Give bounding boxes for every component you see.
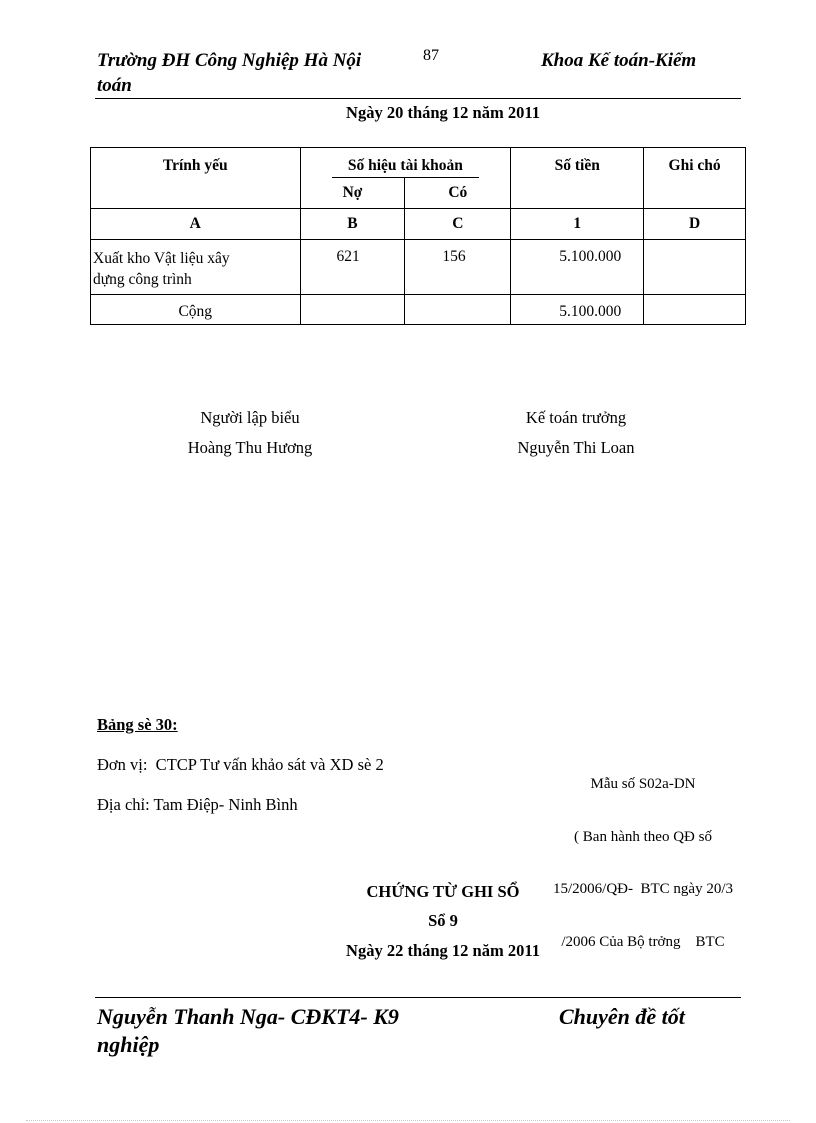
row-summary-line2: dựng công trình — [93, 270, 192, 288]
col-header-summary: Trính yếu — [91, 148, 301, 209]
row-note — [644, 239, 746, 294]
header-school-continued: toán — [97, 75, 132, 96]
row-debit: 621 — [300, 239, 405, 294]
unit-line: Đơn vị: CTCP Tư vấn khảo sát và XD sè 2 — [97, 755, 384, 774]
col-header-amount: Số tiền — [511, 148, 644, 209]
footer-thesis-label: Chuyên đề tốt — [559, 1004, 685, 1029]
footer-author: Nguyễn Thanh Nga- CĐKT4- K9 — [97, 1004, 399, 1029]
header-faculty: Khoa Kế toán-Kiểm — [541, 50, 697, 71]
col-header-note: Ghi chó — [644, 148, 746, 209]
preparer-title: Người lập biểu — [200, 408, 300, 427]
total-label: Cộng — [91, 294, 301, 324]
form-label: Bảng sè 30: — [97, 715, 178, 734]
code-a: A — [91, 208, 301, 239]
col-header-account-number — [300, 148, 511, 179]
row-amount: 5.100.000 — [511, 239, 644, 294]
template-line-4: /2006 Của Bộ trởng BTC — [561, 933, 725, 950]
code-b: B — [300, 208, 405, 239]
total-amount: 5.100.000 — [511, 294, 644, 324]
document-date: Ngày 22 tháng 12 năm 2011 — [346, 941, 540, 960]
table-row — [91, 239, 746, 294]
document-date-top: Ngày 20 tháng 12 năm 2011 — [346, 103, 540, 122]
code-d: D — [644, 208, 746, 239]
address-line: Địa chỉ: Tam Điệp- Ninh Bình — [97, 795, 298, 814]
code-c: C — [405, 208, 511, 239]
template-line-2: ( Ban hành theo QĐ số — [574, 828, 712, 845]
template-line-1: Mẫu số S02a-DN — [590, 776, 696, 792]
header-rule — [95, 98, 741, 99]
total-debit — [300, 294, 405, 324]
document-title: CHỨNG TỪ GHI SỔ — [366, 882, 520, 901]
total-credit — [405, 294, 511, 324]
row-summary-line1: Xuất kho Vật liệu xây — [93, 249, 230, 267]
ledger-table — [90, 147, 746, 325]
total-note — [644, 294, 746, 324]
document-number: Sổ 9 — [428, 911, 458, 930]
header-school: Trường ĐH Công Nghiệp Hà Nội — [97, 50, 362, 71]
row-credit: 156 — [405, 239, 511, 294]
col-header-credit: Có — [405, 178, 511, 208]
footer-author-continued: nghiệp — [97, 1032, 160, 1057]
footer-rule — [95, 997, 741, 998]
template-info — [520, 741, 766, 969]
col-header-debit: Nợ — [300, 178, 405, 208]
page-edge-divider — [26, 1120, 790, 1121]
template-line-3: 15/2006/QĐ- BTC ngày 20/3 — [553, 881, 733, 897]
preparer-name: Hoàng Thu Hương — [187, 438, 313, 457]
col-header-account-number-text: Số hiệu tài khoản — [332, 157, 479, 178]
row-summary — [91, 239, 301, 294]
chief-accountant-name: Nguyễn Thi Loan — [517, 438, 635, 457]
page-number: 87 — [423, 47, 439, 64]
total-row — [91, 294, 746, 324]
code-1: 1 — [511, 208, 644, 239]
chief-accountant-title: Kế toán trưởng — [525, 408, 627, 427]
